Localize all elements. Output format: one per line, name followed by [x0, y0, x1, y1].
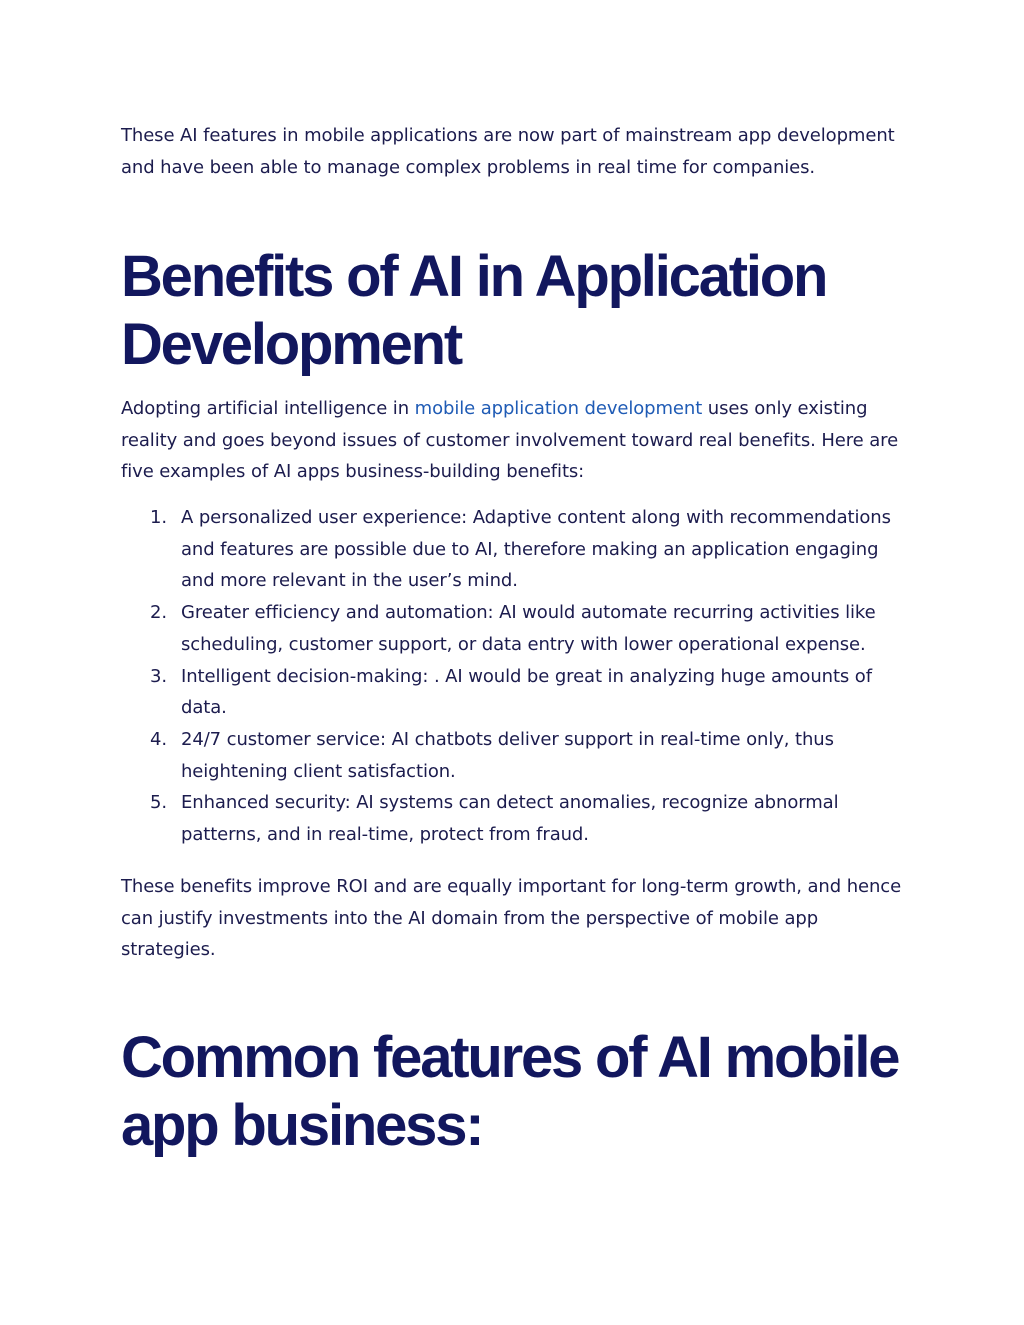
- list-item: [121, 787, 911, 850]
- features-heading: Common features of AI mobile app business:: [121, 1025, 899, 1158]
- list-item-text: Enhanced security: AI systems can detect anomalies, recognize abnormal patterns, and in real-time, protect from fraud.: [181, 792, 839, 846]
- list-item-number: 4.: [150, 728, 167, 750]
- list-item: [121, 661, 911, 724]
- benefits-heading: Benefits of AI in Application Development: [121, 244, 827, 377]
- list-item-text: 24/7 customer service: AI chatbots deliver support in real-time only, thus heightening client satisfaction.: [181, 728, 834, 782]
- benefits-intro-text-end: uses only existing reality and goes beyond issues of customer involvement toward real benefits. Here are five examples of AI apps business-building benefits:: [121, 398, 899, 482]
- intro-paragraph: These AI features in mobile applications are now part of mainstream app development and have been able to manage complex problems in real time for companies.: [121, 125, 895, 178]
- list-item-number: 5.: [150, 792, 167, 814]
- benefits-intro-text-start: Adopting artificial intelligence in: [121, 398, 415, 419]
- mobile-app-development-link[interactable]: mobile application development: [414, 398, 703, 419]
- list-item-text: A personalized user experience: Adaptive content along with recommendations and features are possible due to AI, therefore making an application engaging and more relevant in the user’s mind.: [181, 507, 891, 592]
- list-item: [121, 502, 911, 597]
- list-item-text: Greater efficiency and automation: AI would automate recurring activities like scheduling, customer support, or data entry with lower operational expense.: [181, 602, 876, 655]
- benefits-intro-paragraph: [121, 393, 911, 488]
- list-item-number: 2.: [150, 602, 167, 624]
- list-item-number: 1.: [150, 507, 167, 528]
- list-item-number: 3.: [150, 665, 167, 687]
- list-item: [121, 724, 911, 787]
- list-item-text: Intelligent decision-making: . AI would be great in analyzing huge amounts of data.: [181, 665, 872, 719]
- benefits-list: [121, 502, 911, 851]
- list-item: [121, 597, 911, 660]
- benefits-outro-paragraph: These benefits improve ROI and are equally important for long-term growth, and hence can justify investments into the AI domain from the perspective of mobile app strategies.: [121, 876, 902, 960]
